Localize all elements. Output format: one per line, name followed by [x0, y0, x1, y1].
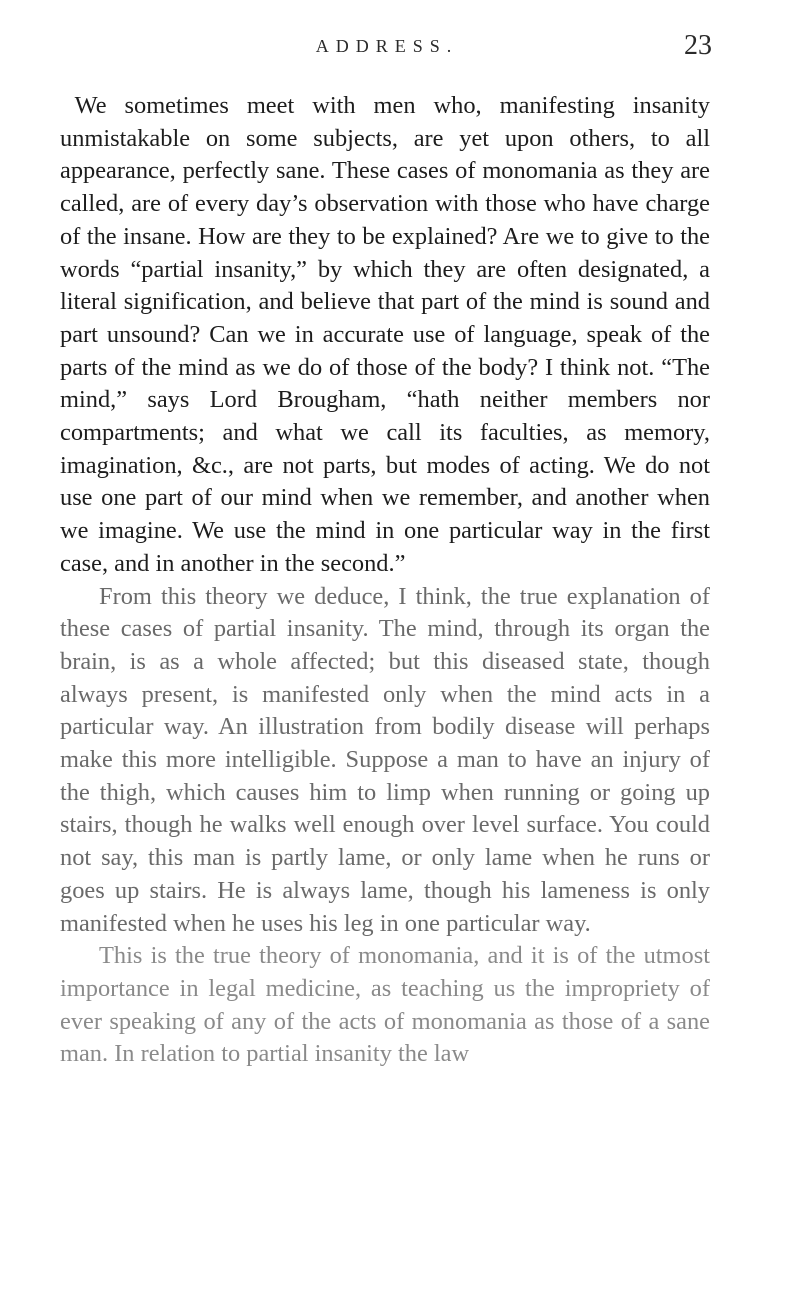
body-text	[60, 90, 710, 1071]
page-number: 23	[684, 30, 712, 61]
running-head	[62, 30, 712, 62]
paragraph-legal-medicine: This is the true theory of monomania, and it is of the utmost importance in legal medicine, as teaching us the impropriety of ever speaking of any of the acts of monomania as those of a sane man. In relation to partial insanity the law	[60, 942, 710, 1068]
paragraph-partial-insanity-explanation: From this theory we deduce, I think, the true explanation of these cases of partial insanity. The mind, through its organ the brain, is as a whole affected; but this diseased state, though always present, is manifested only when the mind acts in a particular way. An illustration from bodily disease will perhaps make this more intelligible. Suppose a man to have an injury of the thigh, which causes him to limp when running or going up stairs, though he walks well enough over level surface. You could not say, this man is partly lame, or only lame when he runs or goes up stairs. He is always lame, though his lameness is only manifested when he uses his leg in one particular way.	[60, 582, 710, 937]
paragraph-monomania-intro: We sometimes meet with men who, manifesting insanity unmistakable on some subjects, are yet upon others, to all appearance, perfectly sane. These cases of monomania as they are called, are of every day’s observation with those who have charge of the insane. How are they to be explained? Are we to give to the words “partial insanity,” by which they are often designated, a literal signification, and believe that part of the mind is sound and part unsound? Can we in accurate use of language, speak of the parts of the mind as we do of those of the body? I think not. “The mind,” says Lord Brougham, “hath neither members nor compartments; and what we call its faculties, as memory, imagination, &c., are not parts, but modes of acting. We do not use one part of our mind when we remember, and another when we imagine. We use the mind in one particular way in the first case, and in another in the second.”	[60, 92, 710, 577]
running-title: ADDRESS.	[315, 36, 459, 56]
